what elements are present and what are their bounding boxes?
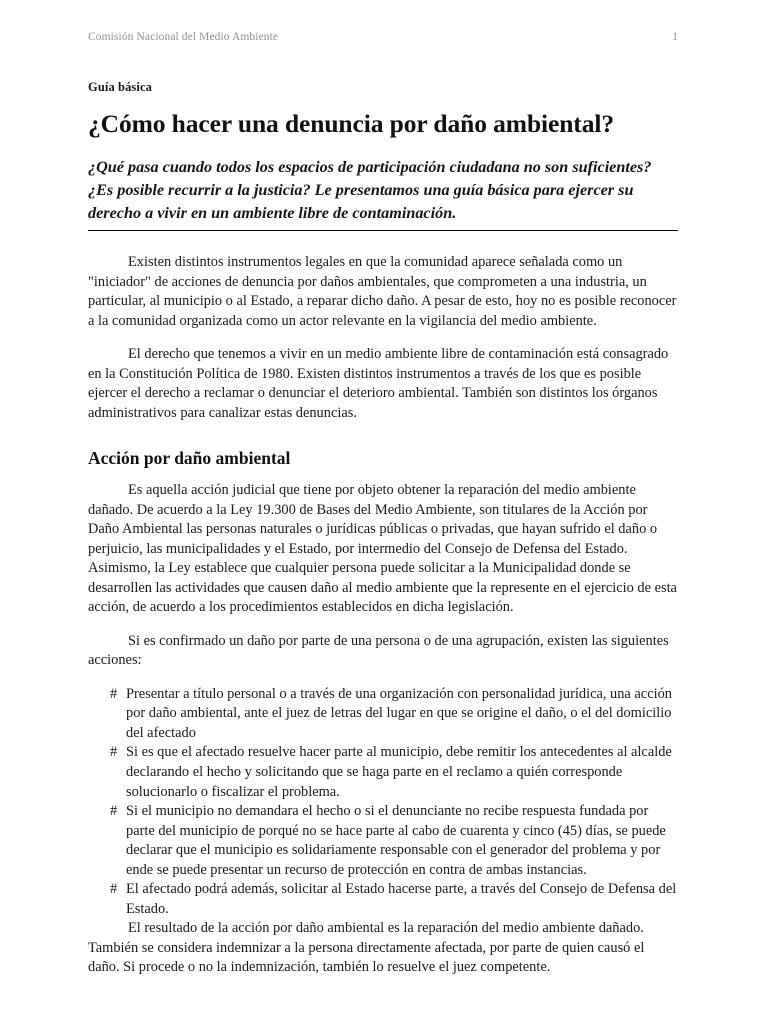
list-item [110, 743, 678, 802]
list-item-text: El afectado podrá además, solicitar al Estado hacerse parte, a través del Consejo de Defensa del Estado. [126, 881, 677, 917]
hash-bullet-icon: # [110, 881, 118, 898]
actions-list [88, 685, 678, 919]
list-item-text: Si es que el afectado resuelve hacer parte al municipio, debe remitir los antecedentes al alcalde declarando el hecho y solicitando que se haga parte en el reclamo a quién corresponde solucionarlo o fiscalizar el problema. [126, 744, 672, 800]
intro-paragraph-1: Existen distintos instrumentos legales en que la comunidad aparece señalada como un "iniciador" de acciones de denuncia por daños ambientales, que comprometen a una industria, un particular, al municipio o al Estado, a reparar dicho daño. A pesar de esto, hoy no es posible reconocer a la comunidad organizada como un actor relevante en la vigilancia del medio ambiente. [88, 254, 677, 329]
running-header-title: Comisión Nacional del Medio Ambiente [88, 31, 279, 43]
section-heading-accion-por-dano-ambiental: Acción por daño ambiental [88, 448, 291, 469]
page-number: 1 [672, 31, 678, 43]
section-body [88, 481, 678, 671]
hash-bullet-icon: # [110, 744, 118, 761]
list-item-text: Presentar a título personal o a través de una organización con personalidad jurídica, una acción por daño ambiental, ante el juez de letras del lugar en que se origine el daño, o el del domicilio del afectado [126, 685, 672, 741]
subtitle-block [88, 156, 678, 231]
page-title: ¿Cómo hacer una denuncia por daño ambiental? [88, 109, 614, 138]
section-paragraph-2: Si es confirmado un daño por parte de una persona o de una agrupación, existen las siguientes acciones: [88, 632, 669, 669]
intro-paragraph-2: El derecho que tenemos a vivir en un medio ambiente libre de contaminación está consagrado en la Constitución Política de 1980. Existen distintos instrumentos a través de los que es posible ejercer el derecho a reclamar o denunciar el deterioro ambiental. También son distintos los órganos administrativos para canalizar estas denuncias. [88, 346, 669, 421]
intro-body [88, 253, 678, 423]
document-subtitle: ¿Qué pasa cuando todos los espacios de participación ciudadana no son suficientes? ¿Es posible recurrir a la justicia? Le presentamos una guía básica para ejercer su derecho a vivir en un ambiente libre de contaminación. [88, 158, 652, 223]
list-item [110, 685, 678, 744]
list-item [110, 802, 678, 880]
section-closing-paragraph: El resultado de la acción por daño ambiental es la reparación del medio ambiente dañado. También se considera indemnizar a la persona directamente afectada, por parte de quien causó el daño. Si procede o no la indemnización, también lo resuelve el juez competente. [88, 920, 645, 976]
document-kicker: Guía básica [88, 80, 152, 94]
list-item-text: Si el municipio no demandara el hecho o si el denunciante no recibe respuesta fundada por parte del municipio de porqué no se hace parte al cabo de cuarenta y cinco (45) días, se puede declarar que el municipio es solidariamente responsable con el generador del problema y por ende se puede presentar un recurso de protección en contra de ambas instancias. [126, 803, 666, 878]
running-header [88, 31, 678, 47]
section-paragraph-1: Es aquella acción judicial que tiene por objeto obtener la reparación del medio ambiente dañado. De acuerdo a la Ley 19.300 de Bases del Medio Ambiente, son titulares de la Acción por Daño Ambiental las personas naturales o jurídicas públicas o privadas, que hayan sufrido el daño o perjuicio, las municipalidades y el Estado, por intermedio del Consejo de Defensa del Estado. Asimismo, la Ley establece que cualquier persona puede solicitar a la Municipalidad donde se desarrollen las actividades que causen daño al medio ambiente que la represente en el ejercicio de esta acción, de acuerdo a los procedimientos establecidos en dicha legislación. [88, 482, 677, 616]
list-item [110, 880, 678, 919]
hash-bullet-icon: # [110, 685, 118, 702]
hash-bullet-icon: # [110, 803, 118, 820]
